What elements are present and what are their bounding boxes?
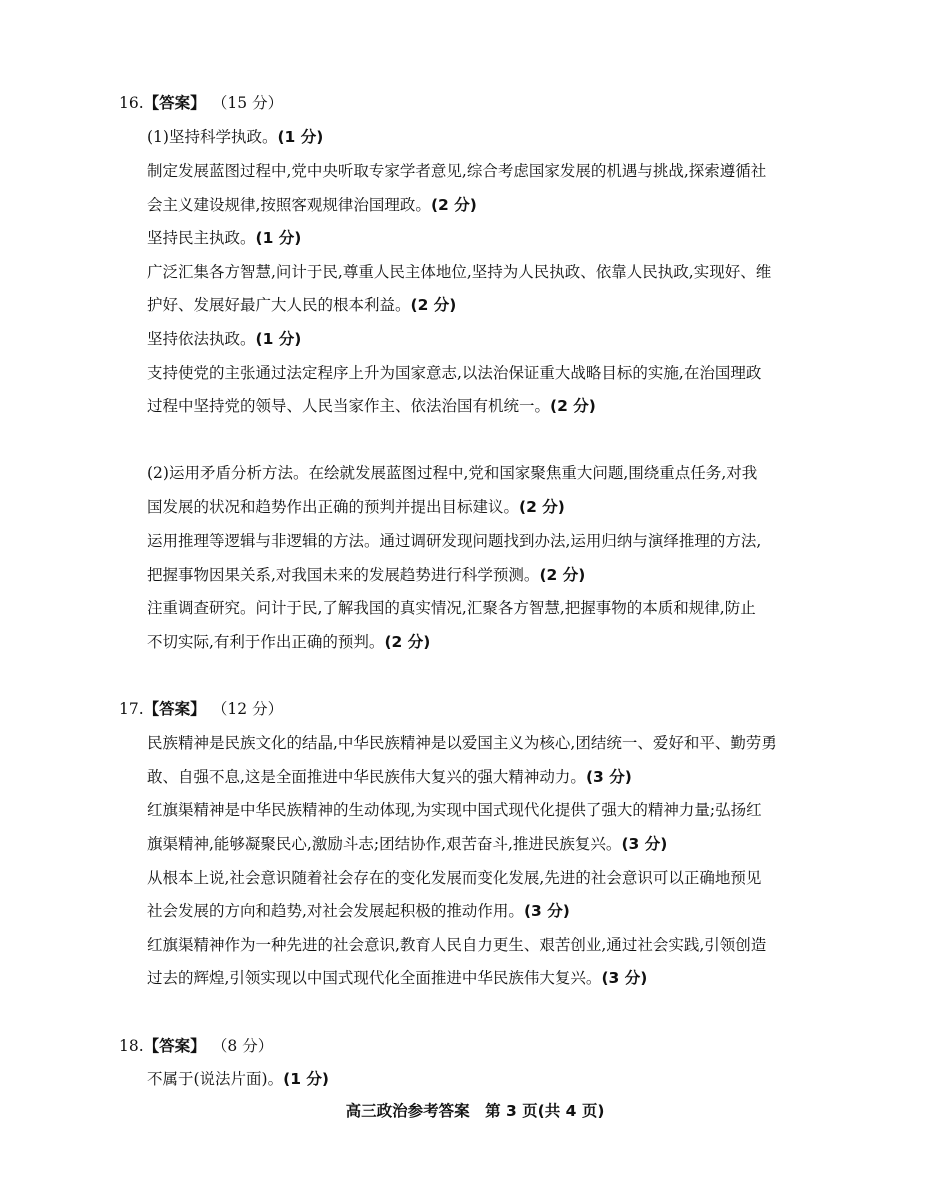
question-score: （15 分） bbox=[219, 94, 284, 112]
question-17-header bbox=[119, 697, 283, 719]
line-points: (2 分) bbox=[550, 397, 596, 415]
answer-line bbox=[147, 260, 771, 282]
line-text: 国发展的状况和趋势作出正确的预判并提出目标建议。 bbox=[147, 498, 520, 516]
question-number: 16. bbox=[119, 94, 144, 112]
line-text: 红旗渠精神是中华民族精神的生动体现,为实现中国式现代化提供了强大的精神力量;弘扬红 bbox=[147, 801, 762, 819]
answer-line bbox=[147, 394, 596, 416]
answer-line bbox=[147, 529, 761, 551]
line-text: 运用推理等逻辑与非逻辑的方法。通过调研发现问题找到办法,运用归纳与演绎推理的方法, bbox=[147, 532, 762, 550]
answer-line bbox=[147, 327, 301, 349]
answer-line bbox=[147, 966, 647, 988]
page-footer: 高三政治参考答案 第 3 页(共 4 页) bbox=[345, 1102, 605, 1120]
answer-tag: 【答案】 bbox=[143, 700, 206, 718]
line-text: (2)运用矛盾分析方法。在绘就发展蓝图过程中,党和国家聚焦重大问题,围绕重点任务,对我 bbox=[147, 464, 758, 482]
question-18-header bbox=[119, 1034, 273, 1056]
line-text: 红旗渠精神作为一种先进的社会意识,教育人民自力更生、艰苦创业,通过社会实践,引领创造 bbox=[147, 936, 767, 954]
line-text: 坚持民主执政。 bbox=[147, 229, 256, 247]
answer-line bbox=[147, 596, 756, 618]
answer-line bbox=[147, 866, 761, 888]
answer-line bbox=[147, 226, 301, 248]
line-points: (2 分) bbox=[519, 498, 565, 516]
line-points: (2 分) bbox=[430, 196, 477, 214]
line-points: (2 分) bbox=[384, 633, 431, 651]
answer-line bbox=[147, 563, 585, 585]
question-score: （8 分） bbox=[219, 1037, 274, 1055]
line-points: (1 分) bbox=[283, 1070, 329, 1088]
line-points: (3 分) bbox=[585, 768, 632, 786]
line-points: (3 分) bbox=[523, 902, 570, 920]
line-text: 广泛汇集各方智慧,问计于民,尊重人民主体地位,坚持为人民执政、依靠人民执政,实现好、维 bbox=[147, 263, 772, 281]
line-text: 旗渠精神,能够凝聚民心,激励斗志;团结协作,艰苦奋斗,推进民族复兴。 bbox=[147, 835, 622, 853]
line-points: (1 分) bbox=[255, 229, 302, 247]
answer-line bbox=[147, 933, 766, 955]
line-points: (1 分) bbox=[255, 330, 302, 348]
line-text: 把握事物因果关系,对我国未来的发展趋势进行科学预测。 bbox=[147, 566, 540, 584]
answer-line bbox=[147, 461, 757, 483]
answer-line bbox=[147, 1067, 329, 1089]
answer-line bbox=[147, 899, 570, 921]
line-text: 不切实际,有利于作出正确的预判。 bbox=[147, 633, 385, 651]
line-text: 会主义建设规律,按照客观规律治国理政。 bbox=[147, 196, 431, 214]
answer-line bbox=[147, 765, 632, 787]
answer-line bbox=[147, 193, 477, 215]
line-text: 敢、自强不息,这是全面推进中华民族伟大复兴的强大精神动力。 bbox=[147, 768, 586, 786]
line-text: 注重调查研究。问计于民,了解我国的真实情况,汇聚各方智慧,把握事物的本质和规律,防止 bbox=[147, 599, 756, 617]
answer-line bbox=[147, 731, 777, 753]
answer-line bbox=[147, 832, 667, 854]
line-text: 坚持依法执政。 bbox=[147, 330, 256, 348]
line-text: 社会发展的方向和趋势,对社会发展起积极的推动作用。 bbox=[147, 902, 524, 920]
answer-tag: 【答案】 bbox=[143, 94, 206, 112]
answer-line bbox=[147, 495, 565, 517]
answer-line bbox=[147, 293, 456, 315]
question-number: 17. bbox=[119, 700, 144, 718]
line-text: 不属于(说法片面)。 bbox=[147, 1070, 284, 1088]
line-text: (1)坚持科学执政。 bbox=[147, 128, 278, 146]
line-points: (3 分) bbox=[621, 835, 668, 853]
line-text: 制定发展蓝图过程中,党中央听取专家学者意见,综合考虑国家发展的机遇与挑战,探索遵循社 bbox=[147, 162, 767, 180]
answer-line bbox=[147, 361, 761, 383]
answer-line bbox=[147, 159, 766, 181]
line-points: (3 分) bbox=[601, 969, 648, 987]
answer-line bbox=[147, 125, 323, 147]
line-text: 护好、发展好最广大人民的根本利益。 bbox=[147, 296, 411, 314]
line-points: (1 分) bbox=[277, 128, 324, 146]
line-text: 从根本上说,社会意识随着社会存在的变化发展而变化发展,先进的社会意识可以正确地预见 bbox=[147, 869, 762, 887]
line-points: (2 分) bbox=[410, 296, 457, 314]
line-text: 民族精神是民族文化的结晶,中华民族精神是以爱国主义为核心,团结统一、爱好和平、勤劳勇 bbox=[147, 734, 777, 752]
line-text: 支持使党的主张通过法定程序上升为国家意志,以法治保证重大战略目标的实施,在治国理政 bbox=[147, 364, 762, 382]
line-points: (2 分) bbox=[539, 566, 586, 584]
line-text: 过去的辉煌,引领实现以中国式现代化全面推进中华民族伟大复兴。 bbox=[147, 969, 602, 987]
answer-line bbox=[147, 630, 430, 652]
question-score: （12 分） bbox=[219, 700, 284, 718]
answer-line bbox=[147, 798, 762, 820]
line-text: 过程中坚持党的领导、人民当家作主、依法治国有机统一。 bbox=[147, 397, 551, 415]
question-number: 18. bbox=[119, 1037, 144, 1055]
answer-tag: 【答案】 bbox=[143, 1037, 206, 1055]
question-16-header bbox=[119, 91, 283, 113]
